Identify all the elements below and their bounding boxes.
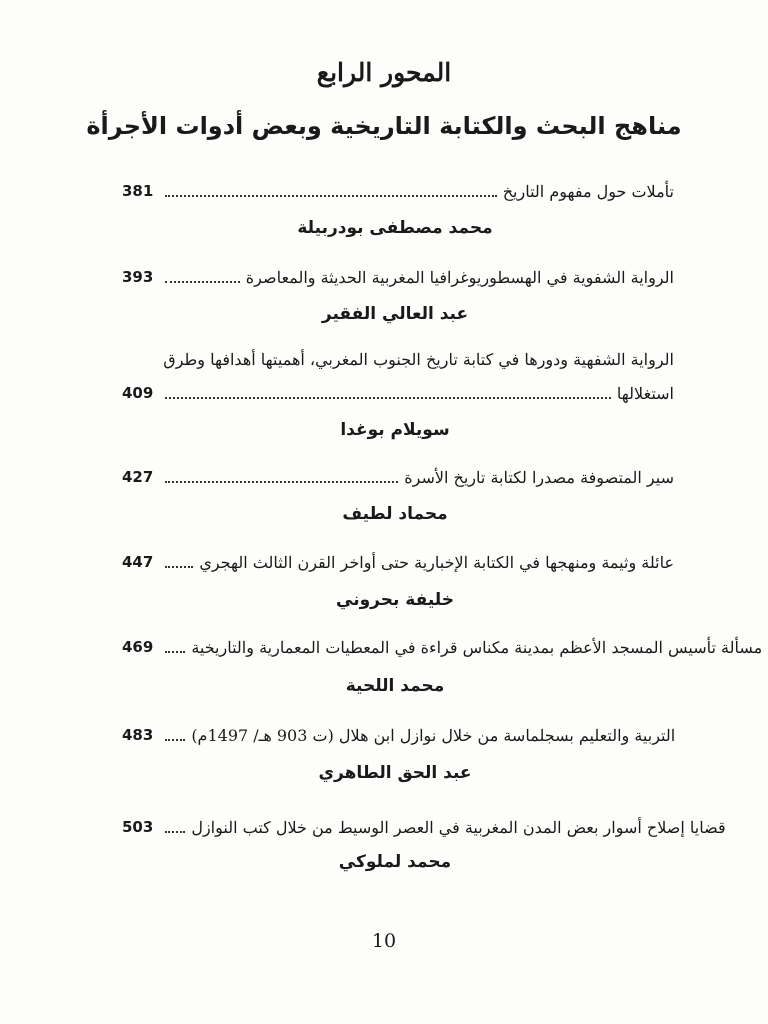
toc-entry — [122, 378, 674, 408]
toc-entry-title: التربية والتعليم بسجلماسة من خلال نوازل ابن هلال (ت 903 هـ/ 1497م) — [191, 725, 676, 745]
toc-entry — [122, 262, 674, 292]
toc-page-number: 427 — [122, 468, 154, 486]
toc-entry-author: خليفة بحروني — [336, 590, 454, 610]
dot-leader — [165, 195, 496, 197]
toc-page-number: 409 — [122, 384, 154, 402]
toc-entry-author: عبد العالي الفقير — [321, 304, 469, 324]
dot-leader — [165, 397, 611, 399]
toc-entry-author: سويلام بوغدا — [340, 420, 450, 440]
toc-entry-title: مسألة تأسيس المسجد الأعظم بمدينة مكناس قراءة في المعطيات المعمارية والتاريخية — [191, 637, 763, 657]
toc-entry-title: استغلالها — [616, 383, 674, 403]
dot-leader — [165, 566, 193, 568]
toc-entry-author: محماد لطيف — [342, 504, 448, 524]
dot-leader — [165, 481, 398, 483]
toc-page-number: 483 — [122, 726, 154, 744]
toc-page-number: 503 — [122, 818, 154, 836]
toc-entry-author: عبد الحق الطاهري — [318, 763, 472, 783]
dot-leader — [165, 739, 185, 741]
page-number: 10 — [371, 930, 397, 952]
toc-entry — [122, 176, 674, 206]
toc-entry-title: عائلة وثيمة ومنهجها في الكتابة الإخبارية حتى أواخر القرن الثالث الهجري — [199, 552, 674, 572]
toc-page-number: 393 — [122, 268, 154, 286]
section-title: المحور الرابع — [316, 58, 452, 87]
toc-entry-title-line1: الرواية الشفهية ودورها في كتابة تاريخ الجنوب المغربي، أهميتها أهدافها وطرق — [163, 350, 674, 369]
section-subtitle: مناهج البحث والكتابة التاريخية وبعض أدوات الأجرأة — [86, 112, 682, 140]
dot-leader — [165, 831, 185, 833]
toc-entry-title: تأملات حول مفهوم التاريخ — [502, 181, 674, 201]
toc-entry-title: الرواية الشفوية في الهسطوريوغرافيا المغربية الحديثة والمعاصرة — [245, 267, 674, 287]
toc-entry-author: محمد لملوكي — [338, 852, 452, 872]
toc-page-number: 469 — [122, 638, 154, 656]
dot-leader — [165, 651, 185, 653]
toc-entry — [122, 462, 674, 492]
toc-entry — [122, 812, 726, 842]
toc-entry-title: قضايا إصلاح أسوار بعض المدن المغربية في العصر الوسيط من خلال كتب النوازل — [191, 817, 726, 837]
toc-entry — [122, 632, 763, 662]
toc-entry-author: محمد اللحية — [345, 676, 445, 696]
dot-leader — [165, 281, 239, 283]
toc-page-number: 381 — [122, 182, 154, 200]
toc-entry-title: سير المتصوفة مصدرا لكتابة تاريخ الأسرة — [404, 467, 674, 487]
toc-entry-author: محمد مصطفى بودربيلة — [297, 218, 493, 238]
toc-entry — [122, 547, 674, 577]
toc-page-number: 447 — [122, 553, 154, 571]
toc-entry — [122, 720, 674, 750]
